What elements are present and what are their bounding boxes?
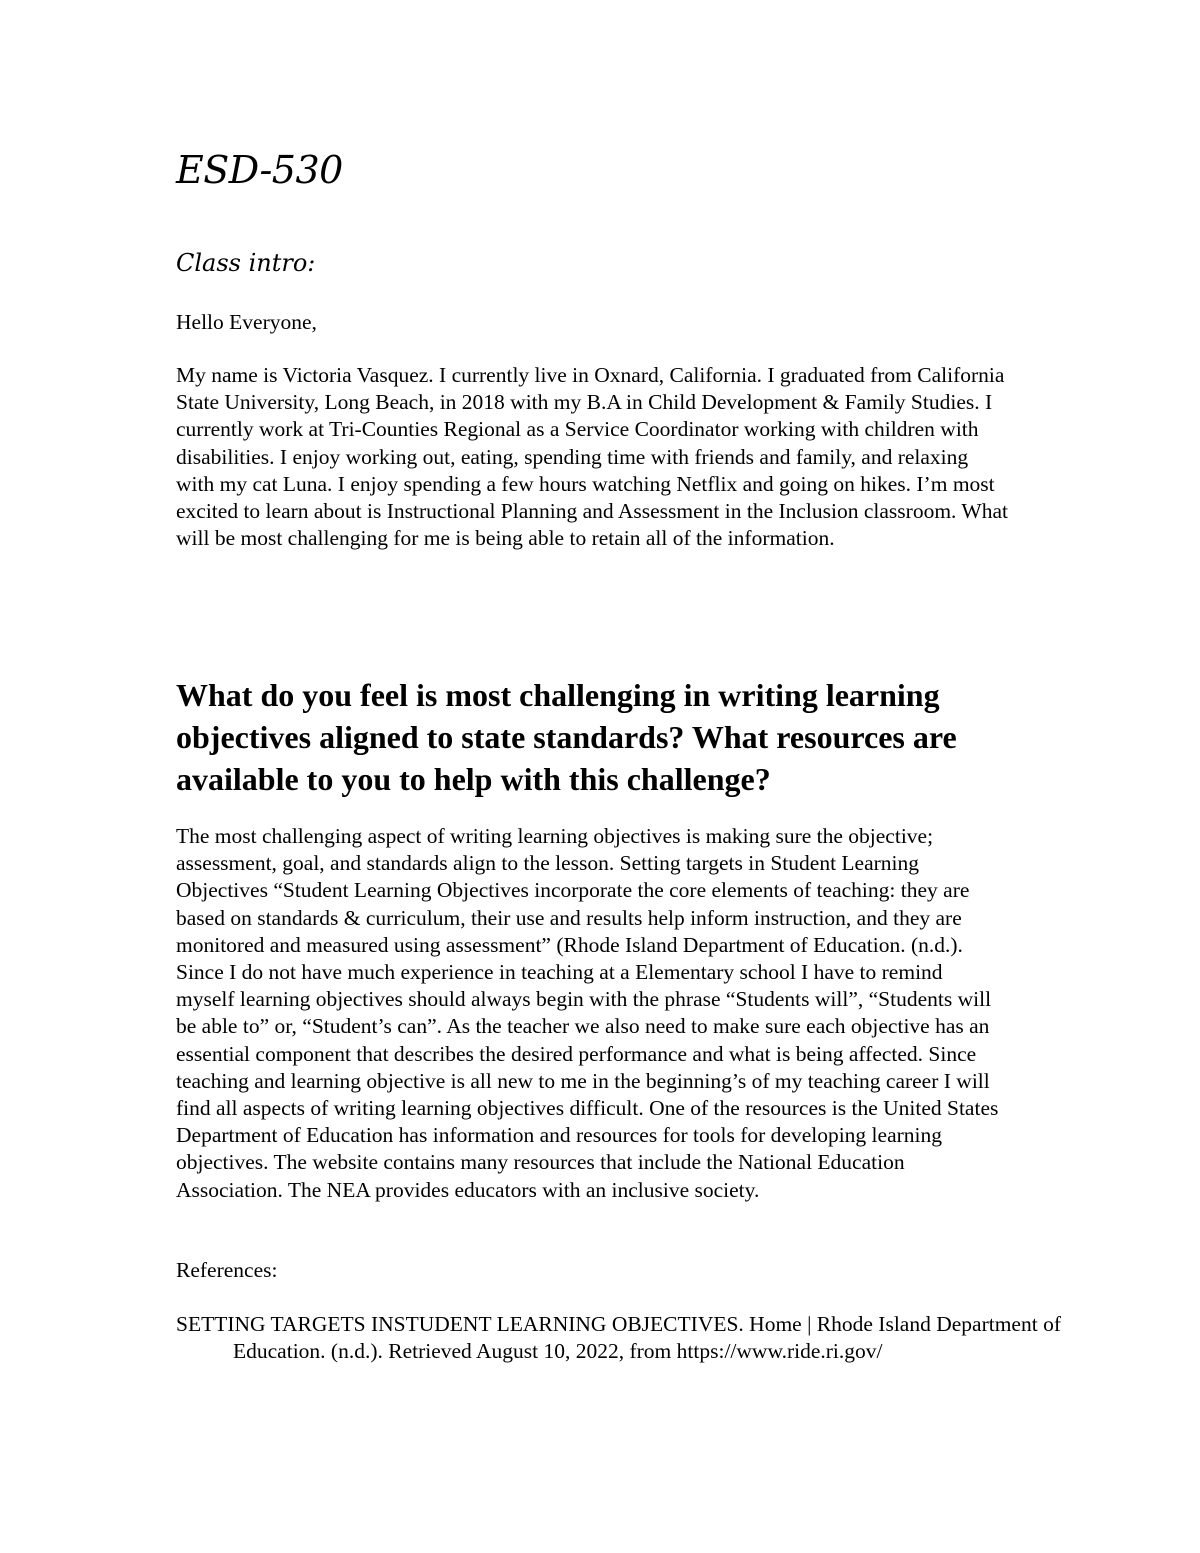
course-title: ESD-530 bbox=[176, 148, 343, 192]
reference-entry: SETTING TARGETS INSTUDENT LEARNING OBJECTIVES. Home | Rhode Island Department of Education. (n.d.). Retrieved August 10, 2022, from https://www.ride.ri.gov/ bbox=[176, 1312, 1061, 1364]
answer-paragraph: The most challenging aspect of writing learning objectives is making sure the objective; assessment, goal, and standards align to the lesson. Setting targets in Student Learning Objectives “Student Learning Objectives incorporate the core elements of teaching: they are based on standards & curriculum, their use and results help inform instruction, and they are monitored and measured using assessment” (Rhode Island Department of Education. (n.d.). Since I do not have much experience in teaching at a Elementary school I have to remind myself learning objectives should always begin with the phrase “Students will”, “Students will be able to” or, “Student’s can”. As the teacher we also need to make sure each objective has an essential component that describes the desired performance and what is being affected. Since teaching and learning objective is all new to me in the beginning’s of my teaching career I will find all aspects of writing learning objectives difficult. One of the resources is the United States Department of Education has information and resources for tools for developing learning objectives. The website contains many resources that include the National Education Association. The NEA provides educators with an inclusive society. bbox=[176, 824, 999, 1202]
document-page bbox=[176, 0, 1061, 1553]
class-intro-heading: Class intro: bbox=[176, 249, 316, 277]
question-heading: What do you feel is most challenging in writing learning objectives aligned to state standards? What resources are available to you to help with this challenge? bbox=[176, 677, 957, 797]
references-label: References: bbox=[176, 1258, 278, 1282]
greeting: Hello Everyone, bbox=[176, 310, 317, 334]
intro-paragraph: My name is Victoria Vasquez. I currently live in Oxnard, California. I graduated from California State University, Long Beach, in 2018 with my B.A in Child Development & Family Studies. I currently work at Tri-Counties Regional as a Service Coordinator working with children with disabilities. I enjoy working out, eating, spending time with friends and family, and relaxing with my cat Luna. I enjoy spending a few hours watching Netflix and going on hikes. I’m most excited to learn about is Instructional Planning and Assessment in the Inclusion classroom. What will be most challenging for me is being able to retain all of the information. bbox=[176, 363, 1008, 551]
